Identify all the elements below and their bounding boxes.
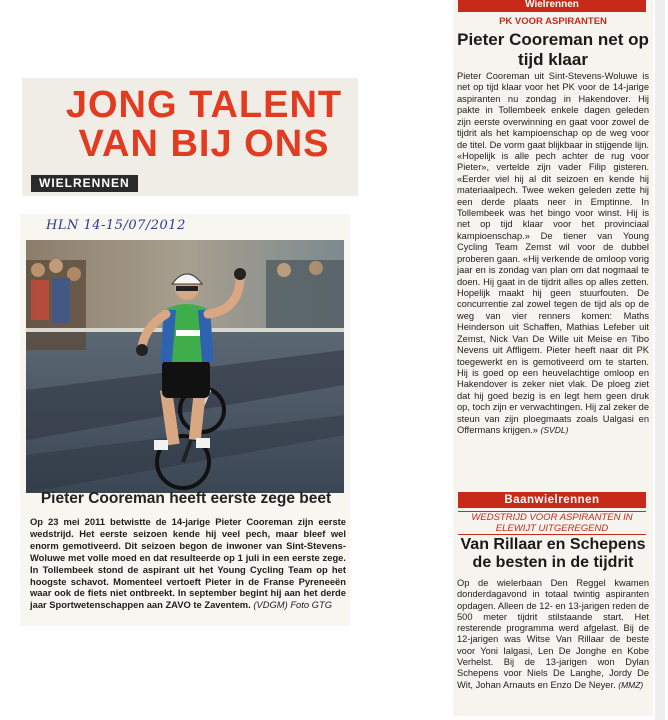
track-article-kicker: WEDSTRIJD VOOR ASPIRANTEN IN ELEWIJT UITGEREGEND [458,511,646,535]
right-article-body [457,71,649,437]
track-section-bar: Baanwielrennen [458,492,646,508]
right-article-headline: Pieter Cooreman net op tijd klaar [457,30,649,69]
handwritten-date-note: HLN 14-15/07/2012 [46,218,186,233]
right-article-text: Pieter Cooreman uit Sint-Stevens-Woluwe is net op tijd klaar voor het PK voor de 14-jarige aspiranten nu zondag in Hakendover. Hij pakte in Tollembeek enkele dagen geleden zijn eerste overwinning en gaat voor zowel de tijdrit als het kampioenschap op de weg voor de titel. De vorm gaat blijkbaar in stijgende lijn. «Hopelijk is alle pech achter de rug voor Pieter», vertelde zijn vader Filip gisteren. «Eerder viel hij al dit seizoen en kende hij materiaalpech. Twee weken geleden zette hij een derde plaats neer in Emptinne. In Tollembeek was het bingo voor winst. Hij is net op tijd klaar voor het provinciaal kampioenschap.» De tiener van Young Cycling Team Zemst wil voor de dubbel proberen gaan. «Hij verkende de omloop vorig jaar en is zondag van plan om dat nogmaal te doen. Hij gaat in de tijdrit alles op alles zetten. Hopelijk maakt hij geen stuurfouten. De concurrentie zal zowel tegen de tijd als op de weg van vier renners komen: Maths Heinderson uit Schaffen, Mathias Lefeber uit Zemst, Nick Van De Wille uit Meise en Tibo Nevens uit Affligem. Pieter heeft naar dit PK toegewerkt en is gemotiveerd om te starten. Hij is goed op een heuvelachtige omloop en Hakendover is zeker niet vlak. De ploeg ziet dat hij goed bezig is en legt hem geen druk op, toch zijn er verwachtingen. Hij zal zeker de steun van zijn ploegmaats zoals Ualgasi en Offermans krijgen.» [457,71,649,436]
right-section-bar: Wielrennen [458,0,646,12]
right-article-clipping [453,0,653,502]
photo-illustration [26,240,344,493]
scan-edge [655,0,665,720]
main-article-text: Op 23 mei 2011 betwistte de 14-jarige Pieter Cooreman zijn eerste wedstrijd. Het eerste seizoen kende hij veel pech, maar bleef wel enorm gemotiveerd. Dit seizoen begon de inwoner van Sint-Stevens-Woluwe met volle moed en dat resulteerde op 1 juli in een eerste zege. In Tollembeek stond de aspirant uit het Young Cycling Team op het hoogste schavot. Momenteel vertoeft Pieter in de Franse Pyreneeën waar ook de fiets niet ontbreekt. In september begint hij aan het derde jaar Sportwetenschappen aan ZAVO te Zaventem. [30,516,346,611]
track-cycling-clipping [453,492,653,716]
right-article-credit: (SVDL) [540,425,569,436]
headline-clipping [22,78,358,196]
section-label: WIELRENNEN [31,175,138,192]
track-article-credit: (MMZ) [618,679,644,690]
main-article-body [30,516,346,611]
big-headline: JONG TALENT VAN BIJ ONS [65,84,343,165]
photo-caption-title: Pieter Cooreman heeft eerste zege beet [40,490,332,507]
track-article-headline: Van Rillaar en Schepens de besten in de tijdrit [460,536,646,571]
cyclist-victory-photo [26,240,344,493]
right-article-kicker: PK VOOR ASPIRANTEN [499,16,607,27]
track-article-text: Op de wielerbaan Den Reggel kwamen donderdagavond in totaal twintig aspiranten opdagen. Alleen de 12- en 13-jarigen reden de 500 meter tijdrit stilstaande start. Het resterende programma werd afgelast. Bij de 12-jarigen was Witse Van Rillaar de beste voor Yoni Ialgasi, Len De Jonghe en Kobe Verhelst. Bij de 13-jarigen won Dylan Schepens voor Niels De Langhe, Jordy De Wit, Johan Arnauts en Enzo De Neyer. [457,578,649,690]
track-article-body [457,578,649,691]
photo-article-clipping [20,214,350,626]
main-article-credit: (VDGM) Foto GTG [253,599,332,611]
